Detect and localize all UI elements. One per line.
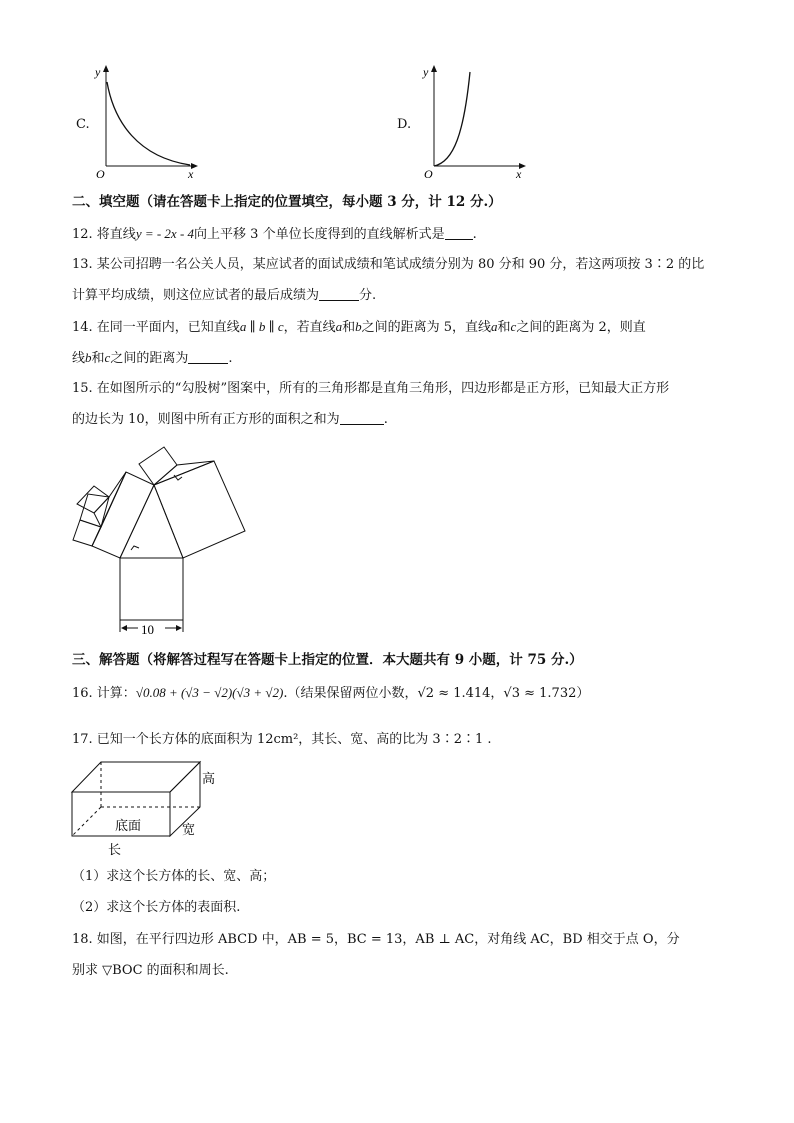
q15-end: . <box>383 412 388 427</box>
q12-answer-blank[interactable] <box>445 227 473 240</box>
question-13-line-2 <box>72 287 376 305</box>
q14-var-a-2: a <box>491 319 498 334</box>
option-c-graph <box>90 62 205 180</box>
q14-parallel-expression: a ∥ b ∥ c <box>239 319 284 334</box>
q16-expression: √0.08 + (√3 − √2)(√3 + √2) <box>135 685 284 700</box>
question-17-sub-2: （2）求这个长方体的表面积. <box>72 900 241 915</box>
q14-var-c-2: c <box>104 350 111 365</box>
question-18-line-1: 18. 如图，在平行四边形 ABCD 中，AB = 5，BC = 13，AB ⊥ AC，对角线 AC，BD 相交于点 O，分 <box>72 932 680 947</box>
question-13-line-1: 13. 某公司招聘一名公关人员，某应试者的面试成绩和笔试成绩分别为 80 分和 90 分，若这两项按 3∶2 的比 <box>72 257 705 272</box>
cuboid-width-label: 宽 <box>182 822 196 837</box>
left-square <box>92 472 154 558</box>
option-c-label: C. <box>76 117 90 132</box>
question-15-line-2 <box>72 411 388 429</box>
q12-expression: y = - 2x - 4 <box>135 226 195 241</box>
option-d-x-axis-label: x <box>516 167 522 180</box>
q14-answer-blank[interactable] <box>188 351 228 364</box>
q14-text-c: 之间的距离为 5，直线 <box>361 320 492 335</box>
q13-line2-text: 计算平均成绩，则这位应试者的最后成绩为 <box>72 288 320 303</box>
cuboid-figure <box>68 758 228 858</box>
q16-note: .（结果保留两位小数，√2 ≈ 1.414，√3 ≈ 1.732） <box>283 686 590 701</box>
right-square <box>154 461 245 558</box>
question-12 <box>72 225 477 244</box>
small-left-square-a <box>73 520 101 546</box>
q12-part1: 12. 将直线 <box>72 227 136 242</box>
q14-text-a: 14. 在同一平面内，已知直线 <box>72 320 240 335</box>
q14-text-f: 之间的距离为 <box>110 351 189 366</box>
option-d-origin-label: O <box>424 167 433 180</box>
q14-var-b-2: b <box>85 350 92 365</box>
q14-text-b: ，若直线 <box>283 320 336 335</box>
q14-and-2: 和 <box>497 320 511 335</box>
upper-triangle <box>154 461 214 485</box>
q15-answer-blank[interactable] <box>340 412 384 425</box>
option-d-y-axis-label: y <box>423 65 429 79</box>
option-c-y-axis-label: y <box>95 65 101 79</box>
cuboid-length-label: 长 <box>108 842 122 857</box>
largest-square-side-label: 10 <box>141 622 154 637</box>
largest-square <box>120 558 183 620</box>
question-17-sub-1: （1）求这个长方体的长、宽、高； <box>72 869 276 884</box>
main-triangle <box>120 485 183 558</box>
question-14-line-2 <box>72 349 232 368</box>
q15-line2-text: 的边长为 10，则图中所有正方形的面积之和为 <box>72 412 340 427</box>
q14-var-c: c <box>510 319 517 334</box>
option-c-origin-label: O <box>96 167 105 180</box>
question-14-line-1 <box>72 318 646 337</box>
q14-var-a: a <box>335 319 343 334</box>
q14-text-e: 线 <box>72 351 86 366</box>
option-d-label: D. <box>397 117 412 132</box>
question-17: 17. 已知一个长方体的底面积为 12cm²，其长、宽、高的比为 3∶2∶1 . <box>72 732 492 747</box>
q12-part2: 向上平移 3 个单位长度得到的直线解析式是 <box>194 227 445 242</box>
cuboid-base-label: 底面 <box>115 818 142 833</box>
q14-end: . <box>228 351 233 366</box>
option-c-x-axis-label: x <box>188 167 194 180</box>
option-d-graph <box>418 62 533 180</box>
question-16 <box>72 684 589 703</box>
q13-answer-blank[interactable] <box>319 288 359 301</box>
question-15-line-1: 15. 在如图所示的“勾股树”图案中，所有的三角形都是直角三角形，四边形都是正方形，已知最大正方形 <box>72 381 670 396</box>
section-3-heading: 三、解答题（将解答过程写在答题卡上指定的位置．本大题共有 9 小题，计 75 分.） <box>72 652 583 668</box>
small-top-square <box>139 447 177 485</box>
pythagoras-tree-figure <box>68 438 258 638</box>
q16-prefix: 16. 计算： <box>72 686 136 701</box>
q14-and-1: 和 <box>342 320 356 335</box>
q14-var-b: b <box>355 319 362 334</box>
cuboid-height-label: 高 <box>202 771 216 786</box>
q12-end: . <box>472 227 477 242</box>
q13-end: 分. <box>359 288 377 303</box>
q14-and-3: 和 <box>91 351 105 366</box>
q14-text-d: 之间的距离为 2，则直 <box>516 320 646 335</box>
question-18-line-2: 别求 ▽BOC 的面积和周长. <box>72 963 229 978</box>
section-2-heading: 二、填空题（请在答题卡上指定的位置填空，每小题 3 分，计 12 分.） <box>72 194 502 210</box>
